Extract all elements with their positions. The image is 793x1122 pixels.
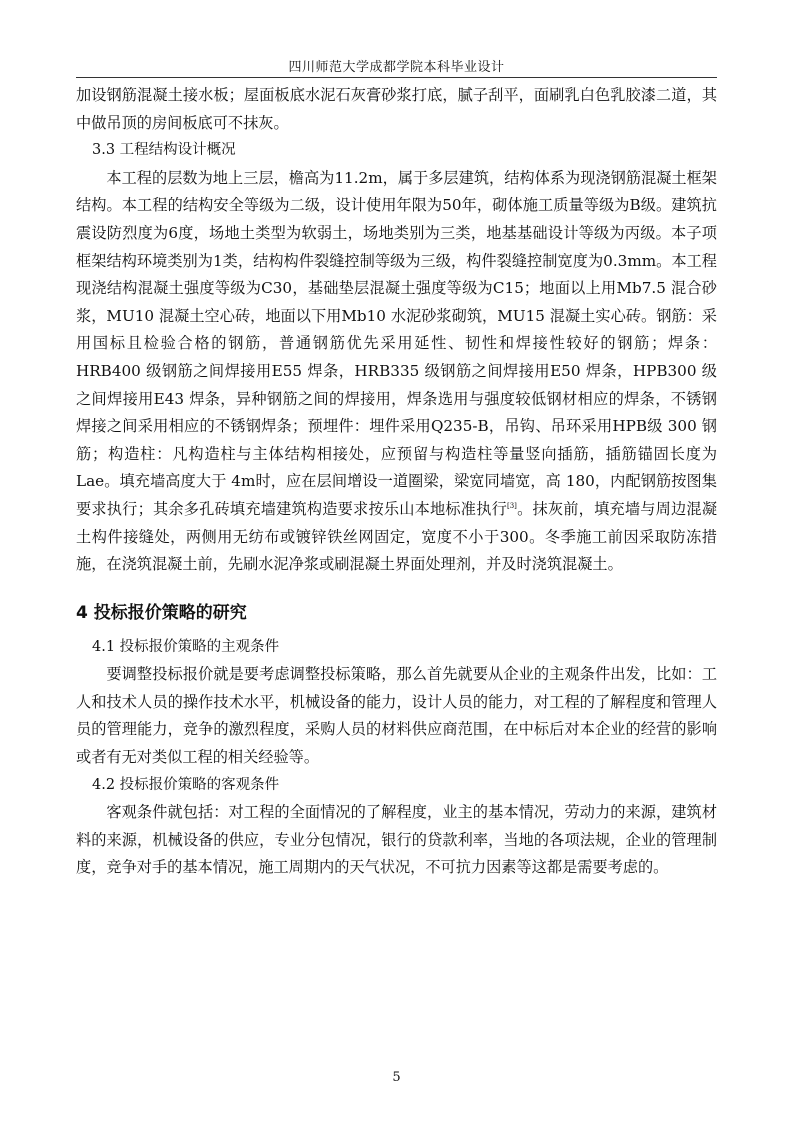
page-header: 四川师范大学成都学院本科毕业设计 bbox=[288, 60, 505, 75]
chapter-heading-4: 4 投标报价策略的研究 bbox=[76, 602, 247, 623]
objective-conditions-paragraph: 客观条件就包括：对工程的全面情况的了解程度，业主的基本情况，劳动力的来源，建筑材料的来源，机械设备的供应，专业分包情况，银行的贷款利率，当地的各项法规，企业的管理制度，竞争对手的基本情况，施工周期内的天气状况，不可抗力因素等这都是需要考虑的。 bbox=[76, 803, 717, 877]
header-divider bbox=[76, 77, 717, 78]
intro-paragraph: 加设钢筋混凝土接水板；屋面板底水泥石灰膏砂浆打底，腻子刮平，面刷乳白色乳胶漆二道，其中做吊顶的房间板底可不抹灰。 bbox=[76, 86, 717, 132]
page-number: 5 bbox=[392, 1070, 401, 1085]
subjective-conditions-paragraph: 要调整投标报价就是要考虑调整投标策略，那么首先就要从企业的主观条件出发，比如：工人和技术人员的操作技术水平，机械设备的能力，设计人员的能力，对工程的了解程度和管理人员的管理能力，竞争的激烈程度，采购人员的材料供应商范围，在中标后对本企业的经营的影响或者有无对类似工程的相关经验等。 bbox=[76, 665, 717, 767]
document-body bbox=[76, 82, 717, 882]
section-heading-3-3: 3.3 工程结构设计概况 bbox=[92, 142, 236, 159]
structure-overview-text-continued: 。抹灰前，填充墙与周边混凝土构件接缝处，两侧用无纺布或镀锌铁丝网固定，宽度不小于300。冬季施工前因采取防冻措施，在浇筑混凝土前，先刷水泥净浆或刷混凝土界面处理剂，并及时浇筑混凝土。 bbox=[76, 499, 718, 574]
structure-overview-text: 本工程的层数为地上三层，檐高为11.2m，属于多层建筑，结构体系为现浇钢筋混凝土框架结构。本工程的结构安全等级为二级，设计使用年限为50年，砌体施工质量等级为B级。建筑抗震设防烈度为6度，场地土类型为软弱土，场地类别为三类，地基基础设计等级为丙级。本子项框架结构环境类别为1类，结构构件裂缝控制等级为三级，构件裂缝控制宽度为0.3mm。本工程现浇结构混凝土强度等级为C30，基础垫层混凝土强度等级为C15；地面以上用Mb7.5 混合砂浆，MU10 混凝土空心砖，地面以下用Mb10 水泥砂浆砌筑，MU15 混凝土实心砖。钢筋：采用国标且检验合格的钢筋，普通钢筋优先采用延性、韧性和焊接性较好的钢筋；焊条：HRB400 级钢筋之间焊接用E55 焊条，HRB335 级钢筋之间焊接用E50 焊条，HPB300 级之间焊接用E43 焊条，异种钢筋之间的焊接用，焊条选用与强度较低钢材相应的焊条，不锈钢焊接之间采用相应的不锈钢焊条；预埋件：埋件采用Q235-B，吊钩、吊环采用HPB级 300 钢筋；构造柱：凡构造柱与主体结构相接处，应预留与构造柱等量竖向插筋，插筋锚固长度为Lae。填充墙高度大于 4m时，应在层间增设一道圈梁，梁宽同墙宽，高 180，内配钢筋按图集要求执行；其余多孔砖填充墙建筑构造要求按乐山本地标准执行 bbox=[76, 168, 717, 518]
spacer bbox=[76, 579, 717, 599]
citation-reference: [3] bbox=[506, 501, 517, 510]
section-heading-4-2: 4.2 投标报价策略的客观条件 bbox=[92, 776, 280, 793]
structure-overview-paragraph bbox=[76, 165, 717, 579]
section-heading-4-1: 4.1 投标报价策略的主观条件 bbox=[92, 638, 280, 655]
